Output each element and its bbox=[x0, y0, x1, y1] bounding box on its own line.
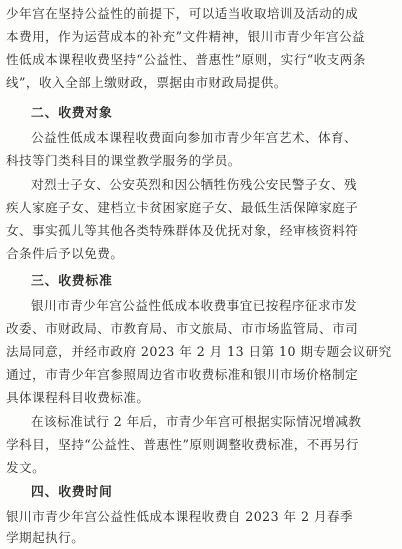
section-heading: 三、收费标准 bbox=[31, 274, 113, 289]
text-line: 法局同意，并经市政府 2023 年 2 月 13 日第 10 期专题会议研究 bbox=[6, 344, 392, 359]
text-line: 性低成本课程收费坚持“公益性、普惠性”原则，实行“收支两条 bbox=[6, 52, 366, 67]
text-line: 女、事实孤儿等其他各类特殊群体及优抚对象，经审核资料符 bbox=[6, 223, 359, 238]
text-line: 疾人家庭子女、建档立卡贫困家庭子女、最低生活保障家庭子 bbox=[6, 200, 359, 215]
text-line: 科技等门类科目的课堂教学服务的学员。 bbox=[6, 153, 241, 168]
text-line: 在该标准试行 2 年后，市青少年宫可根据实际情况增减教 bbox=[31, 414, 362, 429]
text-line: 本费用，作为运营成本的补充”文件精神，银川市青少年宫公益 bbox=[6, 29, 366, 44]
text-line: 银川市青少年宫公益性低成本收费事宜已按程序征求市发 bbox=[31, 298, 358, 313]
section-heading: 二、收费对象 bbox=[31, 106, 113, 121]
section-heading: 四、收费时间 bbox=[31, 485, 113, 500]
text-line: 银川市青少年宫公益性低成本课程收费自 2023 年 2 月春季 bbox=[6, 509, 354, 524]
text-line: 少年宫在坚持公益性的前提下，可以适当收取培训及活动的成 bbox=[6, 6, 359, 21]
text-line: 发文。 bbox=[6, 460, 46, 475]
text-line: 对烈士子女、公安英烈和因公牺牲伤残公安民警子女、残 bbox=[31, 177, 358, 192]
text-line: 改委、市财政局、市教育局、市文旅局、市市场监管局、市司 bbox=[6, 321, 359, 336]
text-line: 公益性低成本课程收费面向参加市青少年宫艺术、体育、 bbox=[31, 130, 358, 145]
text-line: 线”，收入全部上缴财政，票据由市财政局提供。 bbox=[6, 75, 287, 90]
text-line: 合条件后予以免费。 bbox=[6, 246, 124, 261]
text-line: 通过，市青少年宫参照周边省市收费标准和银川市场价格制定 bbox=[6, 367, 359, 382]
text-line: 具体课程科目收费标准。 bbox=[6, 390, 150, 405]
text-line: 学科目，坚持“公益性、普惠性”原则调整收费标准，不再另行 bbox=[6, 437, 359, 452]
text-line: 学期起执行。 bbox=[6, 530, 85, 545]
